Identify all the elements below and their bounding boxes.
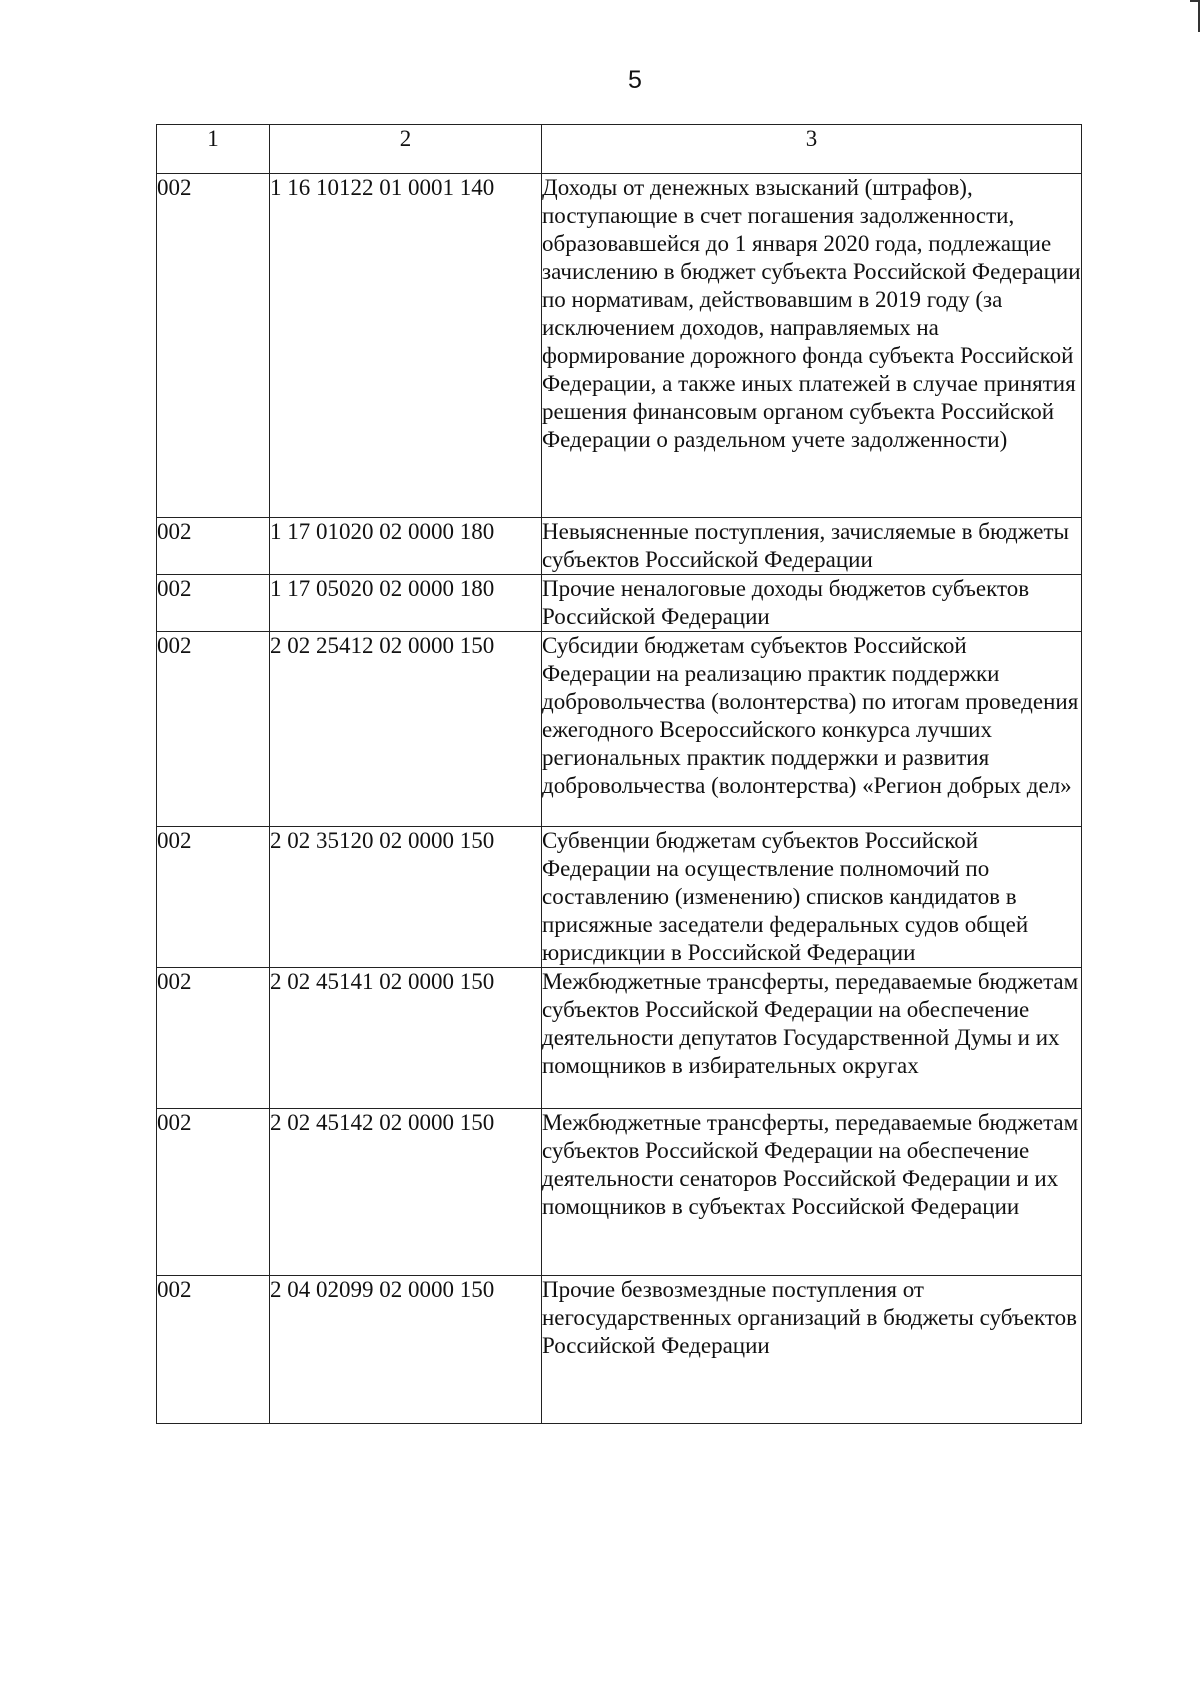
kbk-code-cell: 1 17 05020 02 0000 180 [270, 575, 542, 632]
page-number: 5 [628, 66, 642, 94]
table-row [157, 575, 1082, 632]
header-row [157, 125, 1082, 174]
kbk-code-cell: 2 02 25412 02 0000 150 [270, 632, 542, 827]
table-body [157, 174, 1082, 1424]
kbk-code-cell: 2 02 35120 02 0000 150 [270, 827, 542, 968]
header-col-2: 2 [270, 125, 542, 174]
description-cell: Субсидии бюджетам субъектов Российской Федерации на реализацию практик поддержки добровольчества (волонтерства) по итогам проведения ежегодного Всероссийского конкурса лучших региональных практик поддержки и развития добровольчества (волонтерства) «Регион добрых дел» [542, 632, 1082, 827]
admin-code-cell: 002 [157, 632, 270, 827]
description-cell: Доходы от денежных взысканий (штрафов), поступающие в счет погашения задолженности, образовавшейся до 1 января 2020 года, подлежащие зачислению в бюджет субъекта Российской Федерации по нормативам, действовавшим в 2019 году (за исключением доходов, направляемых на формирование дорожного фонда субъекта Российской Федерации, а также иных платежей в случае принятия решения финансовым органом субъекта Российской Федерации о раздельном учете задолженности) [542, 174, 1082, 518]
admin-code-cell: 002 [157, 968, 270, 1109]
description-cell: Субвенции бюджетам субъектов Российской Федерации на осуществление полномочий по составлению (изменению) списков кандидатов в присяжные заседатели федеральных судов общей юрисдикции в Российской Федерации [542, 827, 1082, 968]
admin-code-cell: 002 [157, 518, 270, 575]
admin-code-cell: 002 [157, 1276, 270, 1424]
table-row [157, 968, 1082, 1109]
table-row [157, 632, 1082, 827]
header-col-3: 3 [542, 125, 1082, 174]
admin-code-cell: 002 [157, 1109, 270, 1276]
table-row [157, 1109, 1082, 1276]
kbk-code-cell: 1 17 01020 02 0000 180 [270, 518, 542, 575]
admin-code-cell: 002 [157, 174, 270, 518]
kbk-code-cell: 2 04 02099 02 0000 150 [270, 1276, 542, 1424]
table-row [157, 1276, 1082, 1424]
description-cell: Прочие безвозмездные поступления от негосударственных организаций в бюджеты субъектов Российской Федерации [542, 1276, 1082, 1424]
description-cell: Межбюджетные трансферты, передаваемые бюджетам субъектов Российской Федерации на обеспечение деятельности сенаторов Российской Федерации и их помощников в субъектах Российской Федерации [542, 1109, 1082, 1276]
revenue-codes-table [156, 124, 1082, 1424]
table-row [157, 518, 1082, 575]
description-cell: Межбюджетные трансферты, передаваемые бюджетам субъектов Российской Федерации на обеспечение деятельности депутатов Государственной Думы и их помощников в избирательных округах [542, 968, 1082, 1109]
corner-crop-mark [1190, 0, 1200, 32]
table-row [157, 827, 1082, 968]
description-cell: Невыясненные поступления, зачисляемые в бюджеты субъектов Российской Федерации [542, 518, 1082, 575]
table-header [157, 125, 1082, 174]
kbk-code-cell: 1 16 10122 01 0001 140 [270, 174, 542, 518]
table-row [157, 174, 1082, 518]
description-cell: Прочие неналоговые доходы бюджетов субъектов Российской Федерации [542, 575, 1082, 632]
admin-code-cell: 002 [157, 575, 270, 632]
admin-code-cell: 002 [157, 827, 270, 968]
kbk-code-cell: 2 02 45142 02 0000 150 [270, 1109, 542, 1276]
kbk-code-cell: 2 02 45141 02 0000 150 [270, 968, 542, 1109]
header-col-1: 1 [157, 125, 270, 174]
